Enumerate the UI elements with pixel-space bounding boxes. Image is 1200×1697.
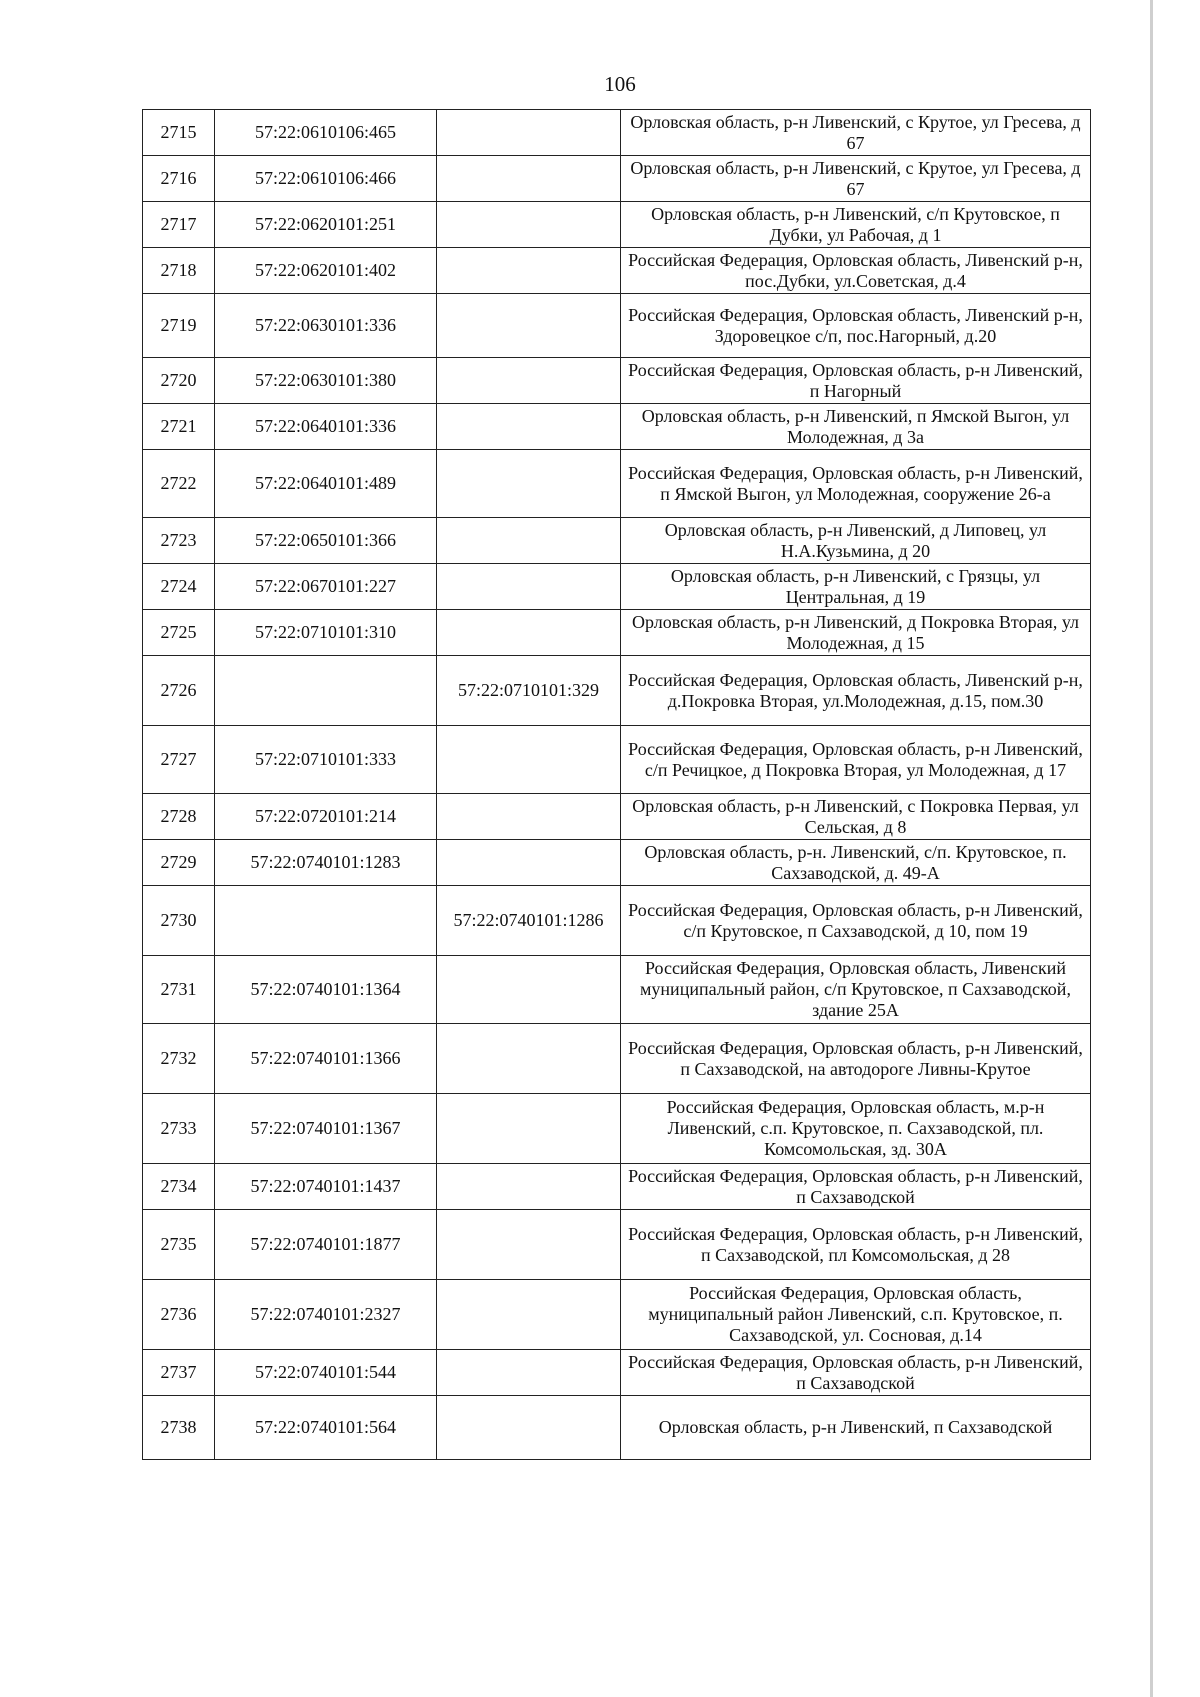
address-cell: Российская Федерация, Орловская область, р-н Ливенский, п Сахзаводской xyxy=(621,1164,1091,1210)
table-row xyxy=(143,248,1091,294)
address-cell: Орловская область, р-н. Ливенский, с/п. Крутовское, п. Сахзаводской, д. 49-А xyxy=(621,840,1091,886)
cadastral-number-cell: 57:22:0670101:227 xyxy=(215,564,437,610)
row-number-cell: 2729 xyxy=(143,840,215,886)
table-row xyxy=(143,1350,1091,1396)
cadastral-number-cell: 57:22:0610106:465 xyxy=(215,110,437,156)
cadastral-number-cell: 57:22:0720101:214 xyxy=(215,794,437,840)
room-cadastral-cell xyxy=(437,110,621,156)
address-cell: Орловская область, р-н Ливенский, с Крутое, ул Гресева, д 67 xyxy=(621,110,1091,156)
table-row xyxy=(143,610,1091,656)
row-number-cell: 2725 xyxy=(143,610,215,656)
address-cell: Российская Федерация, Орловская область, р-н Ливенский, п Сахзаводской, пл Комсомольская, д 28 xyxy=(621,1210,1091,1280)
address-cell: Орловская область, р-н Ливенский, с Покровка Первая, ул Сельская, д 8 xyxy=(621,794,1091,840)
room-cadastral-cell xyxy=(437,1280,621,1350)
table-row xyxy=(143,1210,1091,1280)
table-row xyxy=(143,110,1091,156)
address-cell: Орловская область, р-н Ливенский, с/п Крутовское, п Дубки, ул Рабочая, д 1 xyxy=(621,202,1091,248)
row-number-cell: 2720 xyxy=(143,358,215,404)
table-row xyxy=(143,956,1091,1024)
cadastral-number-cell: 57:22:0740101:1366 xyxy=(215,1024,437,1094)
room-cadastral-cell xyxy=(437,564,621,610)
address-cell: Российская Федерация, Орловская область, р-н Ливенский, п Нагорный xyxy=(621,358,1091,404)
page-number: 106 xyxy=(604,72,636,96)
address-cell: Российская Федерация, Орловская область, р-н Ливенский, п Сахзаводской xyxy=(621,1350,1091,1396)
registry-table xyxy=(142,109,1091,1460)
table-row xyxy=(143,840,1091,886)
row-number-cell: 2734 xyxy=(143,1164,215,1210)
address-cell: Российская Федерация, Орловская область, Ливенский р-н, д.Покровка Вторая, ул.Молодежная, д.15, пом.30 xyxy=(621,656,1091,726)
room-cadastral-cell xyxy=(437,794,621,840)
row-number-cell: 2716 xyxy=(143,156,215,202)
row-number-cell: 2718 xyxy=(143,248,215,294)
table-row xyxy=(143,156,1091,202)
row-number-cell: 2730 xyxy=(143,886,215,956)
cadastral-number-cell: 57:22:0650101:366 xyxy=(215,518,437,564)
row-number-cell: 2726 xyxy=(143,656,215,726)
cadastral-number-cell: 57:22:0740101:2327 xyxy=(215,1280,437,1350)
room-cadastral-cell xyxy=(437,202,621,248)
room-cadastral-cell xyxy=(437,956,621,1024)
row-number-cell: 2738 xyxy=(143,1396,215,1460)
room-cadastral-cell xyxy=(437,1024,621,1094)
address-cell: Российская Федерация, Орловская область, Ливенский муниципальный район, с/п Крутовское, п Сахзаводской, здание 25А xyxy=(621,956,1091,1024)
address-cell: Российская Федерация, Орловская область, р-н Ливенский, с/п Речицкое, д Покровка Вторая, ул Молодежная, д 17 xyxy=(621,726,1091,794)
room-cadastral-cell xyxy=(437,248,621,294)
table-row xyxy=(143,1094,1091,1164)
cadastral-number-cell xyxy=(215,886,437,956)
room-cadastral-cell xyxy=(437,726,621,794)
address-cell: Российская Федерация, Орловская область, муниципальный район Ливенский, с.п. Крутовское, п. Сахзаводской, ул. Сосновая, д.14 xyxy=(621,1280,1091,1350)
row-number-cell: 2717 xyxy=(143,202,215,248)
table-row xyxy=(143,1024,1091,1094)
registry-table-body xyxy=(143,110,1091,1460)
table-row xyxy=(143,726,1091,794)
row-number-cell: 2731 xyxy=(143,956,215,1024)
cadastral-number-cell: 57:22:0640101:489 xyxy=(215,450,437,518)
table-row xyxy=(143,886,1091,956)
table-row xyxy=(143,202,1091,248)
address-cell: Российская Федерация, Орловская область, р-н Ливенский, п Сахзаводской, на автодороге Ливны-Крутое xyxy=(621,1024,1091,1094)
address-cell: Орловская область, р-н Ливенский, д Липовец, ул Н.А.Кузьмина, д 20 xyxy=(621,518,1091,564)
room-cadastral-cell: 57:22:0740101:1286 xyxy=(437,886,621,956)
table-row xyxy=(143,1280,1091,1350)
room-cadastral-cell xyxy=(437,156,621,202)
table-row xyxy=(143,564,1091,610)
row-number-cell: 2722 xyxy=(143,450,215,518)
row-number-cell: 2728 xyxy=(143,794,215,840)
cadastral-number-cell: 57:22:0740101:1283 xyxy=(215,840,437,886)
cadastral-number-cell: 57:22:0710101:333 xyxy=(215,726,437,794)
address-cell: Российская Федерация, Орловская область, р-н Ливенский, п Ямской Выгон, ул Молодежная, сооружение 26-а xyxy=(621,450,1091,518)
cadastral-number-cell: 57:22:0620101:402 xyxy=(215,248,437,294)
table-row xyxy=(143,294,1091,358)
address-cell: Орловская область, р-н Ливенский, п Сахзаводской xyxy=(621,1396,1091,1460)
cadastral-number-cell: 57:22:0710101:310 xyxy=(215,610,437,656)
room-cadastral-cell xyxy=(437,1210,621,1280)
row-number-cell: 2733 xyxy=(143,1094,215,1164)
room-cadastral-cell xyxy=(437,1094,621,1164)
row-number-cell: 2723 xyxy=(143,518,215,564)
table-row xyxy=(143,404,1091,450)
room-cadastral-cell xyxy=(437,450,621,518)
row-number-cell: 2724 xyxy=(143,564,215,610)
cadastral-number-cell: 57:22:0740101:1877 xyxy=(215,1210,437,1280)
room-cadastral-cell xyxy=(437,1396,621,1460)
table-row xyxy=(143,656,1091,726)
room-cadastral-cell xyxy=(437,1164,621,1210)
cadastral-number-cell: 57:22:0740101:544 xyxy=(215,1350,437,1396)
cadastral-number-cell: 57:22:0610106:466 xyxy=(215,156,437,202)
room-cadastral-cell xyxy=(437,294,621,358)
table-row xyxy=(143,518,1091,564)
room-cadastral-cell xyxy=(437,518,621,564)
cadastral-number-cell: 57:22:0640101:336 xyxy=(215,404,437,450)
cadastral-number-cell: 57:22:0620101:251 xyxy=(215,202,437,248)
row-number-cell: 2721 xyxy=(143,404,215,450)
cadastral-number-cell: 57:22:0740101:1367 xyxy=(215,1094,437,1164)
address-cell: Российская Федерация, Орловская область, р-н Ливенский, с/п Крутовское, п Сахзаводской, д 10, пом 19 xyxy=(621,886,1091,956)
table-row xyxy=(143,450,1091,518)
row-number-cell: 2736 xyxy=(143,1280,215,1350)
room-cadastral-cell xyxy=(437,840,621,886)
row-number-cell: 2719 xyxy=(143,294,215,358)
cadastral-number-cell xyxy=(215,656,437,726)
row-number-cell: 2727 xyxy=(143,726,215,794)
address-cell: Орловская область, р-н Ливенский, с Грязцы, ул Центральная, д 19 xyxy=(621,564,1091,610)
row-number-cell: 2737 xyxy=(143,1350,215,1396)
cadastral-number-cell: 57:22:0740101:1364 xyxy=(215,956,437,1024)
cadastral-number-cell: 57:22:0630101:380 xyxy=(215,358,437,404)
address-cell: Орловская область, р-н Ливенский, с Крутое, ул Гресева, д 67 xyxy=(621,156,1091,202)
room-cadastral-cell xyxy=(437,610,621,656)
row-number-cell: 2732 xyxy=(143,1024,215,1094)
row-number-cell: 2735 xyxy=(143,1210,215,1280)
room-cadastral-cell xyxy=(437,404,621,450)
table-row xyxy=(143,1396,1091,1460)
table-row xyxy=(143,1164,1091,1210)
cadastral-number-cell: 57:22:0740101:564 xyxy=(215,1396,437,1460)
table-row xyxy=(143,358,1091,404)
table-row xyxy=(143,794,1091,840)
scan-edge-line xyxy=(1150,0,1153,1697)
cadastral-number-cell: 57:22:0740101:1437 xyxy=(215,1164,437,1210)
row-number-cell: 2715 xyxy=(143,110,215,156)
room-cadastral-cell xyxy=(437,1350,621,1396)
address-cell: Российская Федерация, Орловская область, Ливенский р-н, Здоровецкое с/п, пос.Нагорный, д.20 xyxy=(621,294,1091,358)
address-cell: Российская Федерация, Орловская область, м.р-н Ливенский, с.п. Крутовское, п. Сахзаводской, пл. Комсомольская, зд. 30А xyxy=(621,1094,1091,1164)
room-cadastral-cell: 57:22:0710101:329 xyxy=(437,656,621,726)
room-cadastral-cell xyxy=(437,358,621,404)
address-cell: Орловская область, р-н Ливенский, п Ямской Выгон, ул Молодежная, д 3а xyxy=(621,404,1091,450)
address-cell: Орловская область, р-н Ливенский, д Покровка Вторая, ул Молодежная, д 15 xyxy=(621,610,1091,656)
address-cell: Российская Федерация, Орловская область, Ливенский р-н, пос.Дубки, ул.Советская, д.4 xyxy=(621,248,1091,294)
cadastral-number-cell: 57:22:0630101:336 xyxy=(215,294,437,358)
